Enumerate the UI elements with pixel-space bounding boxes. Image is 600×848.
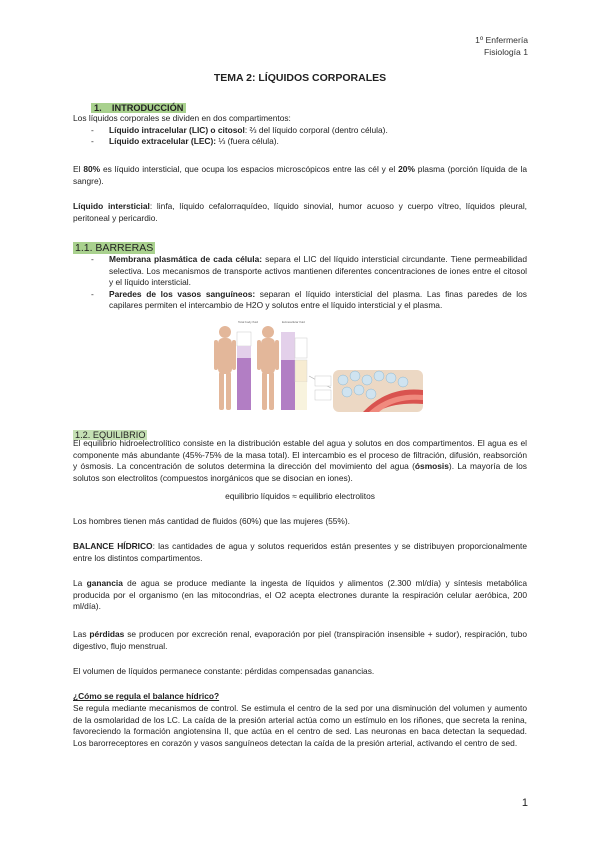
page-header xyxy=(475,34,528,58)
section-number: 1. xyxy=(94,103,102,113)
figure-illustration xyxy=(213,318,425,413)
document-title: TEMA 2: LÍQUIDOS CORPORALES xyxy=(213,72,387,84)
gender-fluid-paragraph: Los hombres tienen más cantidad de fluidos (60%) que las mujeres (55%). xyxy=(73,516,350,526)
equilibrio-paragraph: El equilibrio hidroelectrolítico consiste en la distribución estable del agua y solutos en dos compartimentos. El agua es el componente más abundante (45%-75% de la masa total). El intercambio es el proceso de filtración, difusión, reabsorción y ósmosis. La concentración de solutos determina la dirección del movimiento del agua (ósmosis). La mayoría de los solutos son electrolitos (compuestos inorgánicos que se disocian en iones). xyxy=(73,438,527,483)
body-fluid-compartments-figure xyxy=(213,318,425,413)
intro-text: Los líquidos corporales se dividen en dos compartimentos: xyxy=(73,113,291,123)
list-item: - Paredes de los vasos sanguíneos: separan el líquido intersticial del plasma. Las finas paredes de los capilares permiten el intercambio de H2O y solutos entre el líquido intersticial y el plasma. xyxy=(91,289,527,312)
list-item: - Membrana plasmática de cada célula: separa el LIC del líquido intersticial circundante. Tiene permeabilidad selectiva. Los mecanismos de transporte activos mantienen diferentes concentraciones de iones entre el citosol y el líquido intersticial. xyxy=(91,254,527,289)
regulation-question: ¿Cómo se regula el balance hídrico? xyxy=(73,691,220,701)
course-label: 1º Enfermería xyxy=(475,35,528,45)
body-silhouette-icon xyxy=(214,326,236,410)
list-item: - Líquido intracelular (LIC) o citosol: ⅔ del líquido corporal (dentro célula). xyxy=(91,125,527,137)
barreras-list xyxy=(91,254,527,312)
regulation-paragraph: Se regula mediante mecanismos de control. Se estimula el centro de la sed por una disminución del volumen y aumento de la osmolaridad de los LC. La caída de la presión arterial actúa como un estímulo en los riñones, que secreta la renina, favoreciendo la formación angiotensina II, que actúa en el centro de sed. Las neuronas en baca detectan la sequedad. Los barorreceptores en corazón y vasos sanguíneos detectan la caída de la presión arterial, activando el centro de sed. xyxy=(73,703,527,748)
ganancia-paragraph: La ganancia de agua se produce mediante la ingesta de líquidos y alimentos (2.300 ml/día) y síntesis metabólica producida por el organismo (en las mitocondrias, el O2 acepta electrones durante la respiración celular aeróbica, 200 ml/día). xyxy=(73,578,527,611)
body-silhouette-icon xyxy=(257,326,279,410)
perdidas-paragraph: Las pérdidas se producen por excreción renal, evaporación por piel (transpiración insensible + sudor), respiración, tubo digestivo, flujo menstrual. xyxy=(73,629,527,651)
interstitial-definition-paragraph: Líquido intersticial: linfa, líquido cefalorraquídeo, líquido sinovial, humor acuoso y cuerpo vítreo, líquidos pleural, peritoneal y pericardio. xyxy=(73,201,528,223)
subject-label: Fisiología 1 xyxy=(484,47,528,57)
section-title: 1.1. BARRERAS xyxy=(75,242,154,254)
interstitial-percent-paragraph: El 80% es líquido intersticial, que ocupa los espacios microscópicos entre las cél y el 20% plasma (porción líquida de la sangre). xyxy=(73,164,528,186)
section-title: 1.2. EQUILIBRIO xyxy=(75,430,146,440)
section-title: INTRODUCCIÓN xyxy=(111,103,184,113)
equilibrium-equation: equilibrio líquidos ≈ equilibrio electrolitos xyxy=(225,491,375,501)
svg-text:Extracellular fluid: Extracellular fluid xyxy=(282,320,305,324)
page-number: 1 xyxy=(521,797,528,809)
list-item: - Líquido extracelular (LEC): ⅓ (fuera célula). xyxy=(91,136,527,148)
svg-text:Total body fluid: Total body fluid xyxy=(238,320,259,324)
balance-hidrico-paragraph: BALANCE HÍDRICO: las cantidades de agua y solutos requeridos están presentes y se distribuyen proporcionalmente entre los distintos compartimentos. xyxy=(73,541,527,563)
intro-paragraph xyxy=(73,113,527,148)
volume-constant-paragraph: El volumen de líquidos permanece constante: pérdidas compensadas ganancias. xyxy=(73,666,375,676)
